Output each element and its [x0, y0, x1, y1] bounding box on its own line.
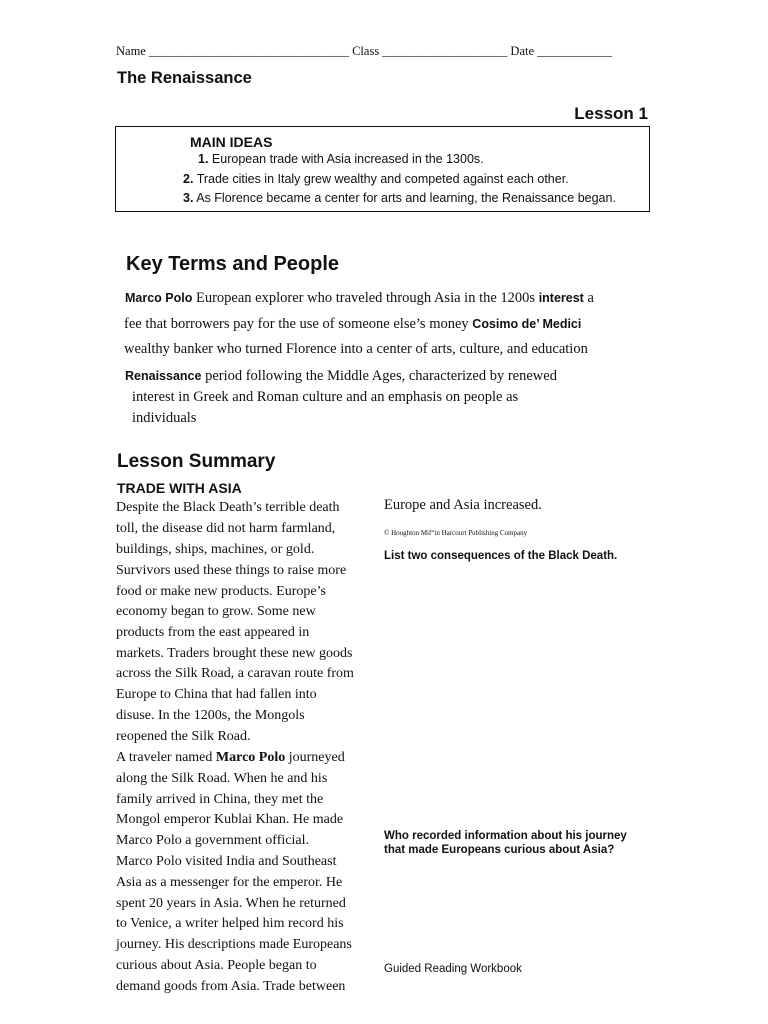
name-class-date-line: Name ________________________________ Class ____________________ Date ____________	[116, 44, 613, 58]
key-term-line	[132, 410, 196, 427]
summary-bold-term: Marco Polo	[215, 750, 286, 765]
key-term: Cosimo de’ Medici	[472, 317, 582, 331]
lesson-summary-heading: Lesson Summary	[117, 451, 276, 472]
main-idea-text: European trade with Asia increased in the 1300s.	[211, 152, 484, 166]
main-idea-item	[183, 191, 616, 205]
document-title: The Renaissance	[117, 69, 252, 87]
summary-text-line: Europe to China that had fallen into	[116, 687, 317, 702]
summary-text: journeyed	[285, 750, 345, 765]
summary-text-line: along the Silk Road. When he and his	[116, 771, 328, 786]
summary-text-line: Marco Polo visited India and Southeast	[116, 854, 337, 869]
summary-text-line: buildings, ships, machines, or gold.	[116, 542, 315, 557]
key-term-definition: interest in Greek and Roman culture and an emphasis on people as	[132, 389, 519, 405]
summary-text-line: Marco Polo a government official.	[116, 833, 309, 848]
margin-question: Who recorded information about his journey that made Europeans curious about Asia?	[384, 830, 627, 856]
summary-text: A traveler named	[116, 750, 216, 765]
summary-text-line: markets. Traders brought these new goods	[116, 646, 353, 661]
summary-text-line: disuse. In the 1200s, the Mongols	[116, 708, 305, 723]
summary-text-line: spent 20 years in Asia. When he returned	[116, 896, 346, 911]
summary-text-line: Asia as a messenger for the emperor. He	[116, 875, 343, 890]
summary-text-line: to Venice, a writer helped him record his	[116, 916, 344, 931]
main-idea-item	[183, 172, 569, 186]
key-term-definition: a	[583, 290, 594, 306]
key-term-definition: period following the Middle Ages, characterized by renewed	[201, 368, 557, 384]
summary-text-line: food or make new products. Europe’s	[116, 584, 326, 599]
key-term-line	[124, 316, 581, 333]
key-term-line	[125, 368, 557, 385]
key-term-line	[125, 290, 594, 307]
key-term: interest	[538, 291, 584, 305]
key-term: Renaissance	[125, 369, 202, 383]
key-term-definition: fee that borrowers pay for the use of someone else’s money	[124, 316, 473, 332]
margin-question: List two consequences of the Black Death.	[384, 550, 618, 562]
main-idea-number: 2.	[183, 172, 194, 186]
summary-text-line: Survivors used these things to raise more	[116, 563, 347, 578]
key-term-line	[124, 341, 588, 358]
continuation-text: Europe and Asia increased.	[384, 497, 542, 513]
main-idea-text: Trade cities in Italy grew wealthy and competed against each other.	[196, 172, 569, 186]
summary-text-line: Mongol emperor Kublai Khan. He made	[116, 812, 344, 827]
summary-text-line: toll, the disease did not harm farmland,	[116, 521, 336, 536]
key-term-definition: individuals	[132, 410, 197, 426]
summary-text-line: family arrived in China, they met the	[116, 792, 324, 807]
key-term-definition: European explorer who traveled through Asia in the 1200s	[192, 290, 539, 306]
summary-text-line: journey. His descriptions made Europeans	[116, 937, 352, 952]
main-idea-number: 3.	[183, 191, 194, 205]
main-ideas-heading: MAIN IDEAS	[190, 134, 273, 150]
main-idea-number: 1.	[198, 152, 209, 166]
key-terms-heading: Key Terms and People	[126, 253, 340, 275]
summary-text-line: economy began to grow. Some new	[116, 604, 316, 619]
summary-text-line: across the Silk Road, a caravan route from	[116, 666, 354, 681]
key-term: Marco Polo	[125, 291, 193, 305]
summary-text-line: curious about Asia. People began to	[116, 958, 317, 973]
summary-text-line: demand goods from Asia. Trade between	[116, 979, 346, 994]
section-subheading: TRADE WITH ASIA	[117, 480, 242, 496]
summary-text-line: reopened the Silk Road.	[116, 729, 251, 744]
key-term-definition: wealthy banker who turned Florence into a center of arts, culture, and education	[124, 341, 588, 357]
summary-text-line: products from the east appeared in	[116, 625, 310, 640]
copyright-notice: © Houghton Mif“in Harcourt Publishing Company	[384, 529, 528, 537]
lesson-label: Lesson 1	[574, 104, 648, 123]
summary-text-line	[116, 750, 345, 766]
summary-text-line: Despite the Black Death’s terrible death	[116, 500, 340, 515]
main-idea-text: As Florence became a center for arts and learning, the Renaissance began.	[196, 191, 616, 205]
workbook-label: Guided Reading Workbook	[384, 963, 522, 975]
key-term-line	[132, 389, 518, 406]
main-idea-item	[198, 152, 484, 166]
main-ideas-box	[115, 126, 650, 212]
